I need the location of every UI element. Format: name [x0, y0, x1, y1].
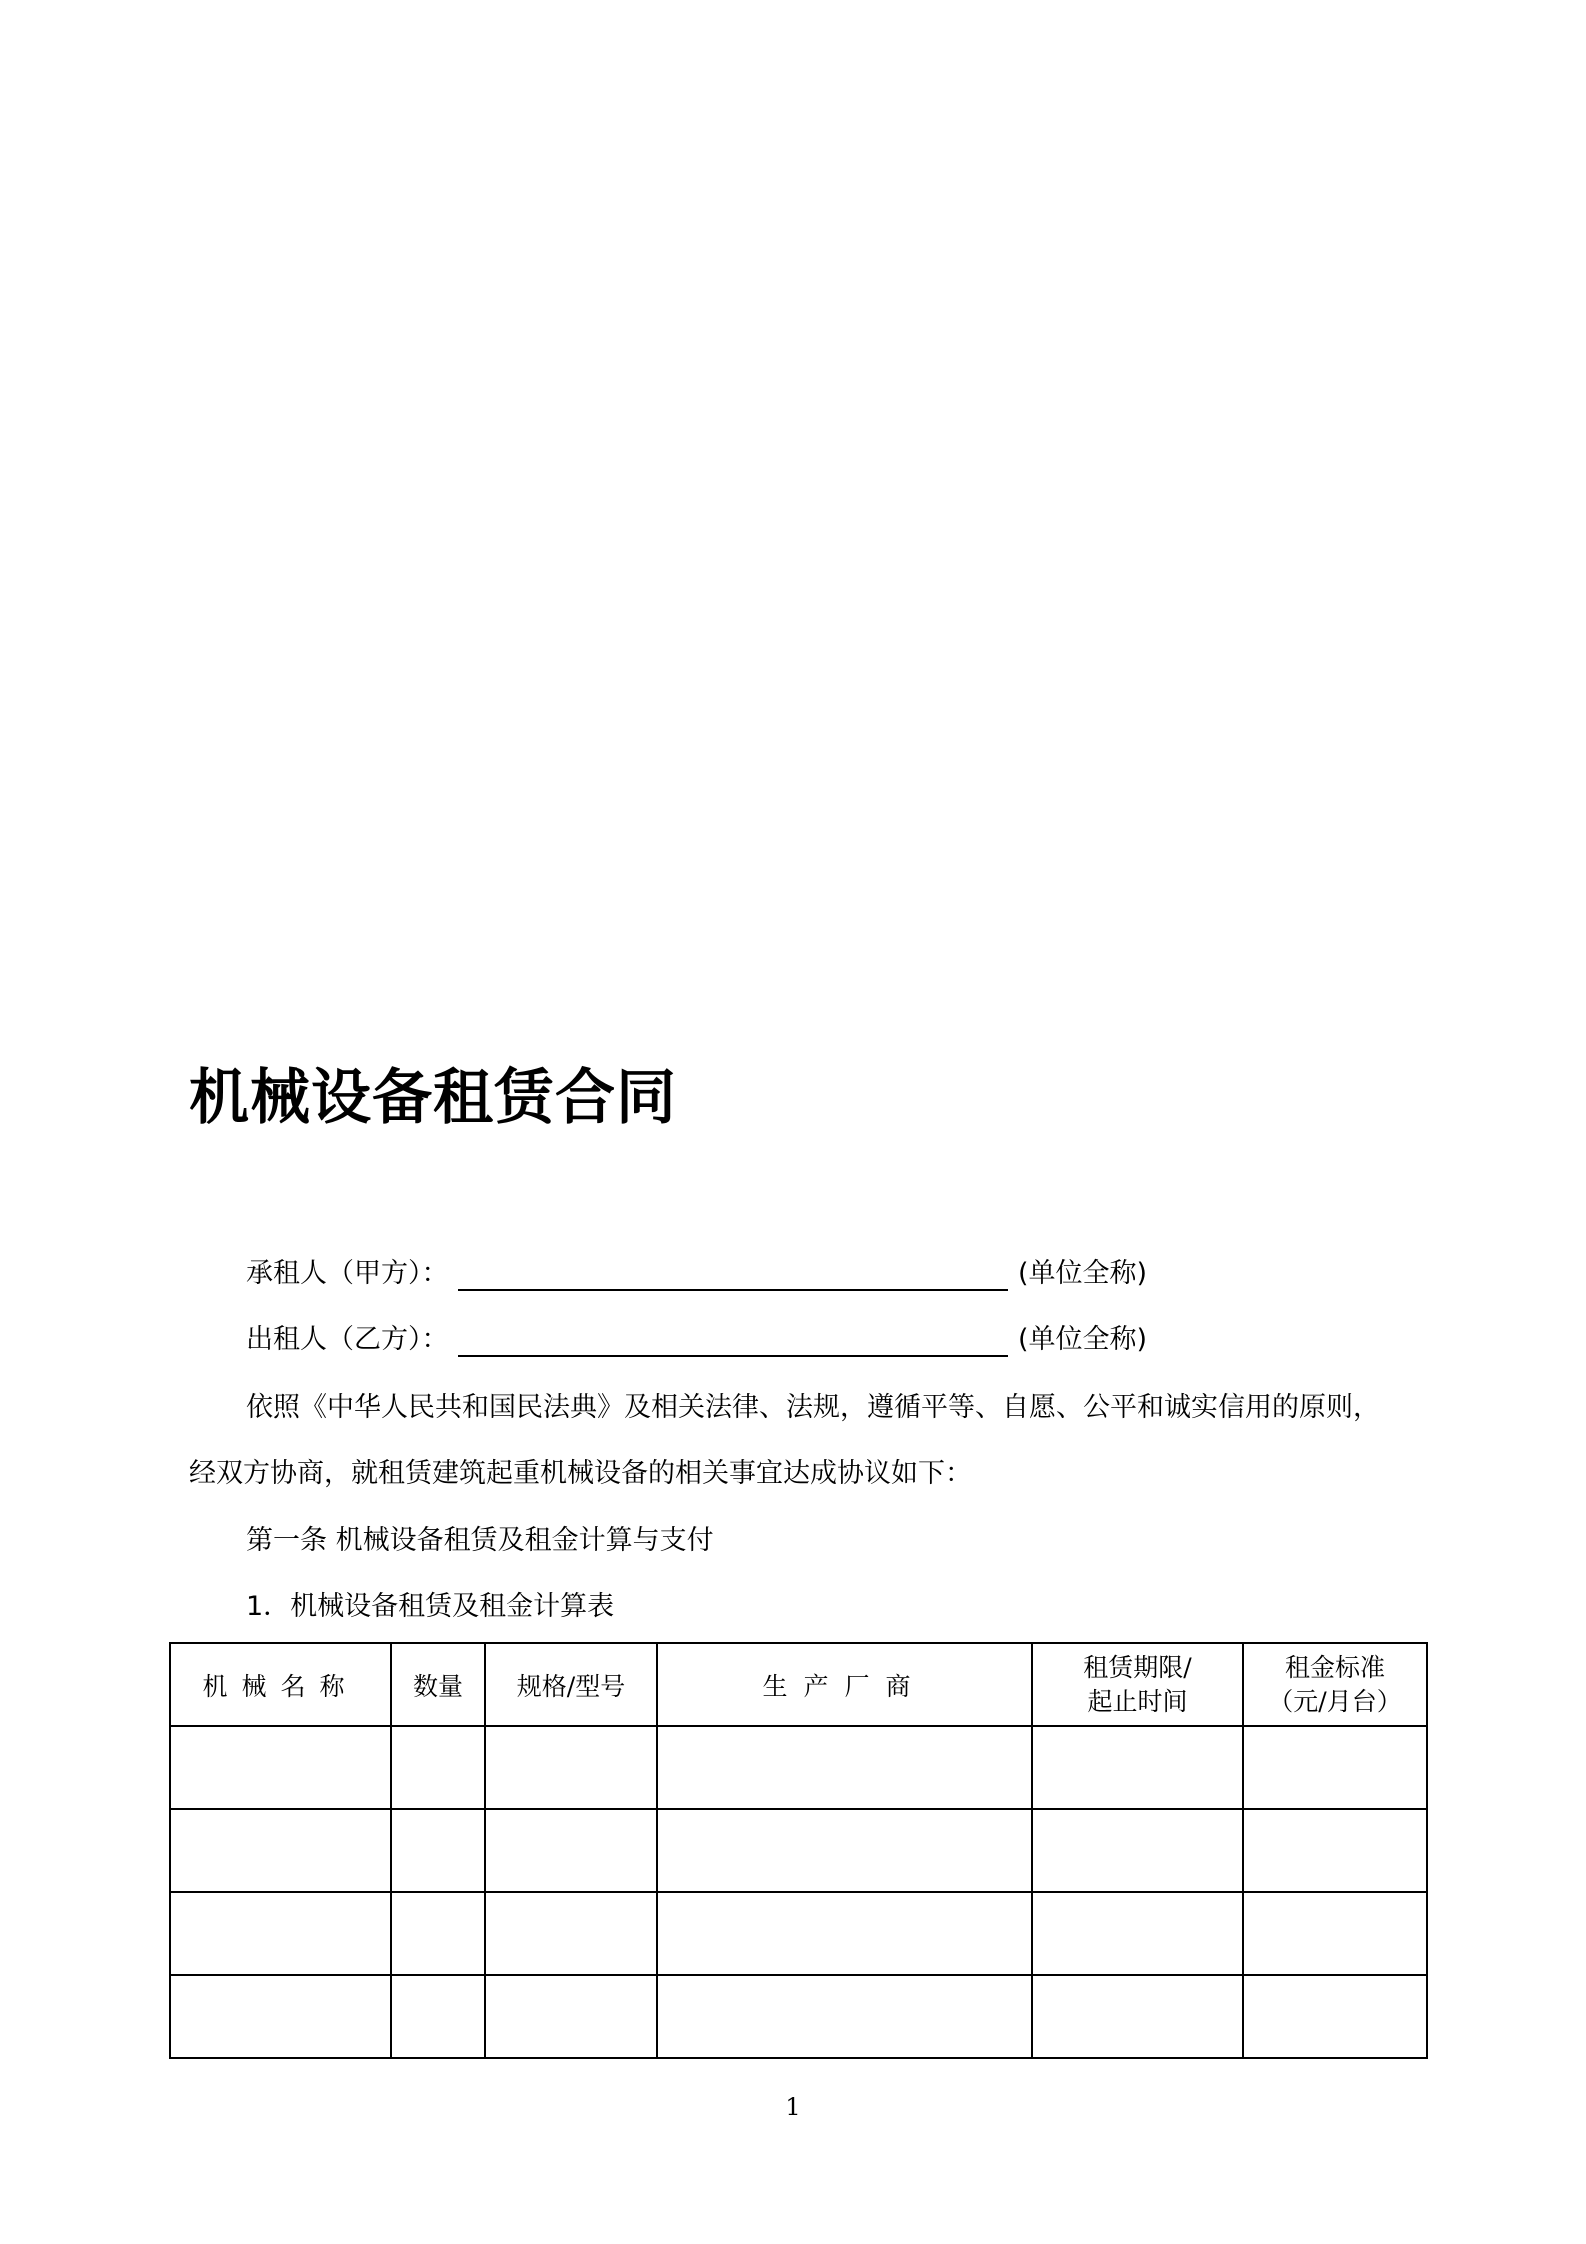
table-cell[interactable]: [657, 1809, 1032, 1892]
header-lease-period: [1032, 1643, 1243, 1726]
table-cell[interactable]: [391, 1975, 485, 2058]
intro-paragraph-line-2: 经双方协商，就租赁建筑起重机械设备的相关事宜达成协议如下：: [189, 1458, 972, 1489]
section-1-heading: 1．机械设备租赁及租金计算表: [246, 1591, 615, 1622]
table-cell[interactable]: [657, 1975, 1032, 2058]
table-row: [170, 1975, 1427, 2058]
header-lease-period-line-2: 起止时间: [1087, 1686, 1188, 1716]
article-1-heading: 第一条 机械设备租赁及租金计算与支付: [246, 1525, 714, 1556]
intro-paragraph-line-1: 依照《中华人民共和国民法典》及相关法律、法规，遵循平等、自愿、公平和诚实信用的原则，: [246, 1392, 1380, 1423]
table-header-row: [170, 1643, 1427, 1726]
header-manufacturer: 生产厂商: [657, 1643, 1032, 1726]
table-cell[interactable]: [1032, 1892, 1243, 1975]
table-cell[interactable]: [391, 1726, 485, 1809]
party-a-blank-field[interactable]: [458, 1289, 1008, 1291]
rental-table: [169, 1642, 1428, 2059]
table-cell[interactable]: [485, 1809, 657, 1892]
header-machine-name: 机械名称: [170, 1643, 391, 1726]
table-cell[interactable]: [170, 1975, 391, 2058]
table-cell[interactable]: [1032, 1975, 1243, 2058]
header-rent-standard: [1243, 1643, 1427, 1726]
party-a-suffix: (单位全称): [1018, 1258, 1148, 1289]
party-b-blank-field[interactable]: [458, 1355, 1008, 1357]
table-cell[interactable]: [391, 1892, 485, 1975]
table-cell[interactable]: [657, 1892, 1032, 1975]
table-cell[interactable]: [1243, 1726, 1427, 1809]
table-cell[interactable]: [1243, 1892, 1427, 1975]
table-row: [170, 1809, 1427, 1892]
document-title: 机械设备租赁合同: [189, 1063, 677, 1133]
table-cell[interactable]: [485, 1892, 657, 1975]
table-row: [170, 1892, 1427, 1975]
header-rent-standard-line-1: 租金标准: [1284, 1652, 1385, 1682]
header-rent-standard-line-2: （元/月台）: [1268, 1686, 1402, 1716]
header-quantity: 数量: [391, 1643, 485, 1726]
party-b-suffix: (单位全称): [1018, 1324, 1148, 1355]
table-cell[interactable]: [1032, 1726, 1243, 1809]
party-b-label: 出租人（乙方）：: [246, 1324, 449, 1355]
table-cell[interactable]: [485, 1726, 657, 1809]
table-cell[interactable]: [1243, 1975, 1427, 2058]
header-lease-period-line-1: 租赁期限/: [1083, 1652, 1192, 1682]
table-cell[interactable]: [1243, 1809, 1427, 1892]
table-cell[interactable]: [1032, 1809, 1243, 1892]
party-a-label: 承租人（甲方）：: [246, 1258, 449, 1289]
table-row: [170, 1726, 1427, 1809]
table-cell[interactable]: [170, 1809, 391, 1892]
header-spec-model: 规格/型号: [485, 1643, 657, 1726]
table-cell[interactable]: [657, 1726, 1032, 1809]
page-number: 1: [785, 2093, 801, 2121]
table-cell[interactable]: [391, 1809, 485, 1892]
table-cell[interactable]: [170, 1726, 391, 1809]
table-cell[interactable]: [170, 1892, 391, 1975]
table-cell[interactable]: [485, 1975, 657, 2058]
